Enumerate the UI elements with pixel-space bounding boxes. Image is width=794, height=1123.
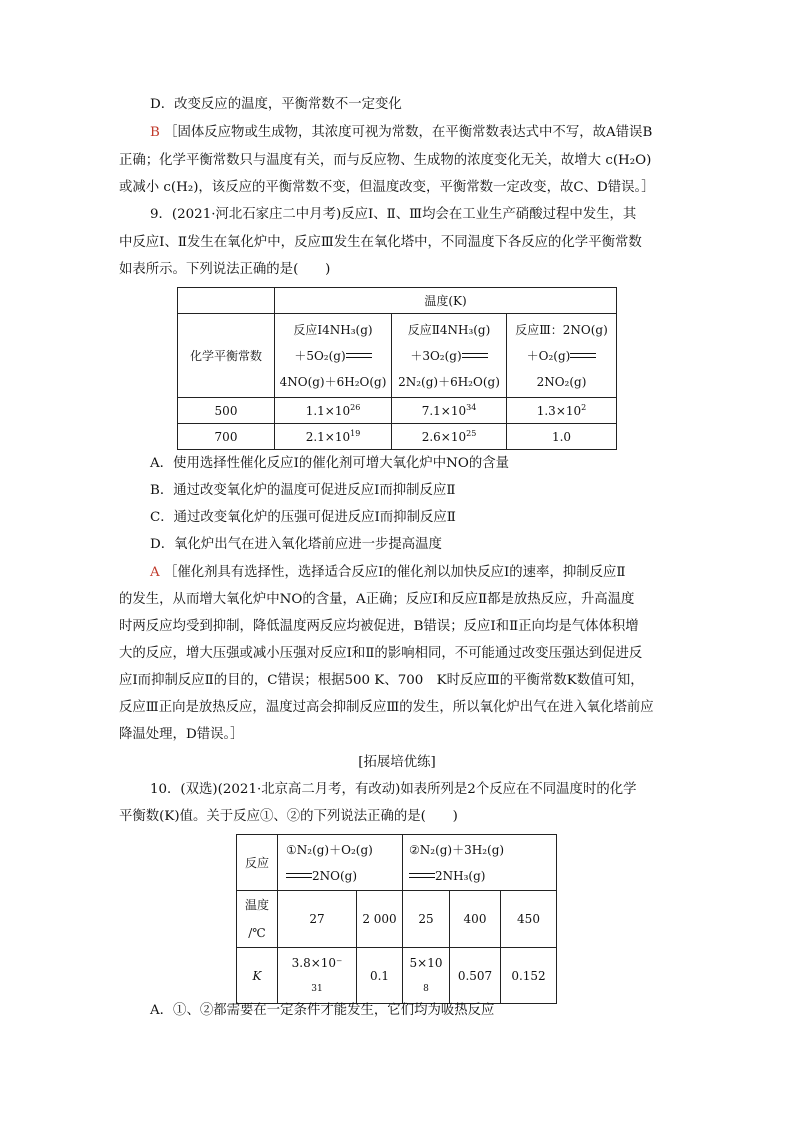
- q9-k2-500: $7.1\times 10^{34}$: [392, 398, 507, 424]
- q9-option-a: A．使用选择性催化反应Ⅰ的催化剂可增大氧化炉中NO的含量: [150, 456, 510, 471]
- q10-temp-label: 温度: [244, 898, 269, 912]
- q10-reaction-1: [278, 835, 403, 891]
- q10-stem-line-1: 10．(双选)(2021·北京高二月考，有改动)如表所列是2个反应在不同温度时的化学: [150, 782, 637, 797]
- q9-explanation-line-6: 反应Ⅲ正向是放热反应，温度过高会抑制反应Ⅲ的发生，所以氧化炉出气在进入氧化塔前应: [119, 700, 654, 715]
- q10-stem-line-2: 平衡数(K)值。关于反应①、②的下列说法正确的是( ): [119, 809, 458, 824]
- q8-exp-text-1: ［固体反应物或生成物，其浓度可视为常数，在平衡常数表达式中不写，故A错误B: [164, 125, 653, 140]
- q9-explanation-line-1: [150, 564, 710, 582]
- q10-k1-line1: 3.8×10⁻: [291, 955, 343, 970]
- q10-reaction-header: 反应: [237, 835, 278, 891]
- q9-answer-letter: A: [150, 565, 160, 580]
- equilibrium-arrow-icon: [409, 873, 435, 879]
- q9-stem-line-1: 9．(2021·河北石家庄二中月考)反应Ⅰ、Ⅱ、Ⅲ均会在工业生产硝酸过程中发生，其: [150, 207, 637, 222]
- q9-temp-500: 500: [178, 398, 275, 424]
- q10-k-5: 0.152: [501, 948, 557, 1004]
- q8-explanation-line-1: [150, 124, 710, 142]
- q9-r1-line3: 4NO(g)＋6H₂O(g): [279, 374, 387, 389]
- q9-k3-500: $1.3\times 10^2$: [507, 398, 617, 424]
- q9-k3-700: 1.0: [507, 424, 617, 450]
- q8-option-d: D．改变反应的温度，平衡常数不一定变化: [150, 97, 402, 112]
- q9-option-b: B．通过改变氧化炉的温度可促进反应Ⅰ而抑制反应Ⅱ: [150, 483, 456, 498]
- q8-answer-letter: B: [150, 125, 160, 140]
- q10-eq1-line1: ①N₂(g)＋O₂(g): [286, 842, 373, 857]
- equilibrium-arrow-icon: [570, 353, 596, 359]
- q9-option-d: D．氧化炉出气在进入氧化塔前应进一步提高温度: [150, 537, 442, 552]
- q9-r2-line3: 2N₂(g)＋6H₂O(g): [398, 374, 500, 389]
- q10-temp-5: 450: [501, 891, 557, 948]
- q8-explanation-line-2: 正确；化学平衡常数只与温度有关，而与反应物、生成物的浓度变化无关，故增大 c(H₂O): [119, 153, 652, 168]
- equilibrium-arrow-icon: [346, 353, 372, 359]
- q9-reaction-3: [507, 314, 617, 398]
- q9-k2-700: $2.6\times 10^{25}$: [392, 424, 507, 450]
- q10-option-a: A．①、②都需要在一定条件才能发生，它们均为吸热反应: [150, 1003, 495, 1018]
- q10-equilibrium-table: [236, 834, 557, 1004]
- q9-explanation-line-5: 应Ⅰ而抑制反应Ⅱ的目的，C错误；根据500 K、700 K时反应Ⅲ的平衡常数K数值可知，: [119, 673, 644, 688]
- q10-reaction-2: [403, 835, 557, 891]
- q9-table-corner: [178, 288, 275, 314]
- q8-explanation-line-3: 或减小 c(H₂)，该反应的平衡常数不变，但温度改变，平衡常数一定改变，故C、D错误。］: [119, 180, 655, 195]
- q10-k3-line1: 5×10: [409, 955, 443, 970]
- q10-temp-unit: /℃: [248, 926, 266, 940]
- equilibrium-arrow-icon: [286, 873, 312, 879]
- q10-k-2: 0.1: [357, 948, 403, 1004]
- q10-k1-line2: 31: [311, 983, 323, 994]
- q9-explanation-line-2: 的发生，从而增大氧化炉中NO的含量，A正确；反应Ⅰ和反应Ⅱ都是放热反应，升高温度: [119, 592, 635, 607]
- section-title: [拓展培优练]: [358, 755, 436, 770]
- q9-explanation-line-3: 时两反应均受到抑制，降低温度两反应均被促进，B错误；反应Ⅰ和Ⅱ正向均是气体体积增: [119, 619, 639, 634]
- q9-exp-text-1: ［催化剂具有选择性，选择适合反应Ⅰ的催化剂以加快反应Ⅰ的速率，抑制反应Ⅱ: [163, 565, 626, 580]
- q9-r3-line1: 反应Ⅲ：2NO(g): [515, 322, 608, 337]
- q10-k-header: K: [237, 948, 278, 1004]
- q9-stem-line-3: 如表所示。下列说法正确的是( ): [119, 262, 331, 277]
- q9-row-label: 化学平衡常数: [178, 314, 275, 398]
- q9-temp-700: 700: [178, 424, 275, 450]
- q9-k1-500: $1.1\times 10^{26}$: [275, 398, 392, 424]
- q9-equilibrium-table: [177, 287, 617, 450]
- q10-eq1-line2: 2NO(g): [286, 863, 402, 889]
- q9-reaction-1: [275, 314, 392, 398]
- q9-temp-header: 温度(K): [275, 288, 617, 314]
- q9-r1-line2: ＋5O₂(g): [275, 343, 391, 369]
- q9-explanation-line-4: 大的反应，增大压强或减小压强对反应Ⅰ和Ⅱ的影响相同，不可能通过改变压强达到促进反: [119, 646, 643, 661]
- q9-explanation-line-7: 降温处理，D错误。］: [119, 727, 244, 742]
- q10-k-1: [278, 948, 357, 1004]
- q10-k-3: [403, 948, 450, 1004]
- q9-r1-line1: 反应Ⅰ4NH₃(g): [293, 322, 373, 337]
- q10-temp-3: 25: [403, 891, 450, 948]
- q9-r3-line2: ＋O₂(g): [507, 343, 616, 369]
- equilibrium-arrow-icon: [462, 353, 488, 359]
- q9-option-c: C．通过改变氧化炉的压强可促进反应Ⅰ而抑制反应Ⅱ: [150, 510, 456, 525]
- q10-k-4: 0.507: [450, 948, 501, 1004]
- q10-temp-2: 2 000: [357, 891, 403, 948]
- q10-eq2-line1: ②N₂(g)＋3H₂(g): [409, 842, 505, 857]
- q10-eq2-line2: 2NH₃(g): [409, 863, 556, 889]
- q10-temp-4: 400: [450, 891, 501, 948]
- q9-r2-line2: ＋3O₂(g): [392, 343, 506, 369]
- q9-stem-line-2: 中反应Ⅰ、Ⅱ发生在氧化炉中，反应Ⅲ发生在氧化塔中，不同温度下各反应的化学平衡常数: [119, 235, 642, 250]
- q9-k1-700: $2.1\times 10^{19}$: [275, 424, 392, 450]
- q9-reaction-2: [392, 314, 507, 398]
- q10-temp-header: [237, 891, 278, 948]
- q10-k3-line2: 8: [423, 983, 429, 994]
- q9-r2-line1: 反应Ⅱ4NH₃(g): [407, 322, 491, 337]
- q9-r3-line3: 2NO₂(g): [536, 374, 587, 389]
- q10-temp-1: 27: [278, 891, 357, 948]
